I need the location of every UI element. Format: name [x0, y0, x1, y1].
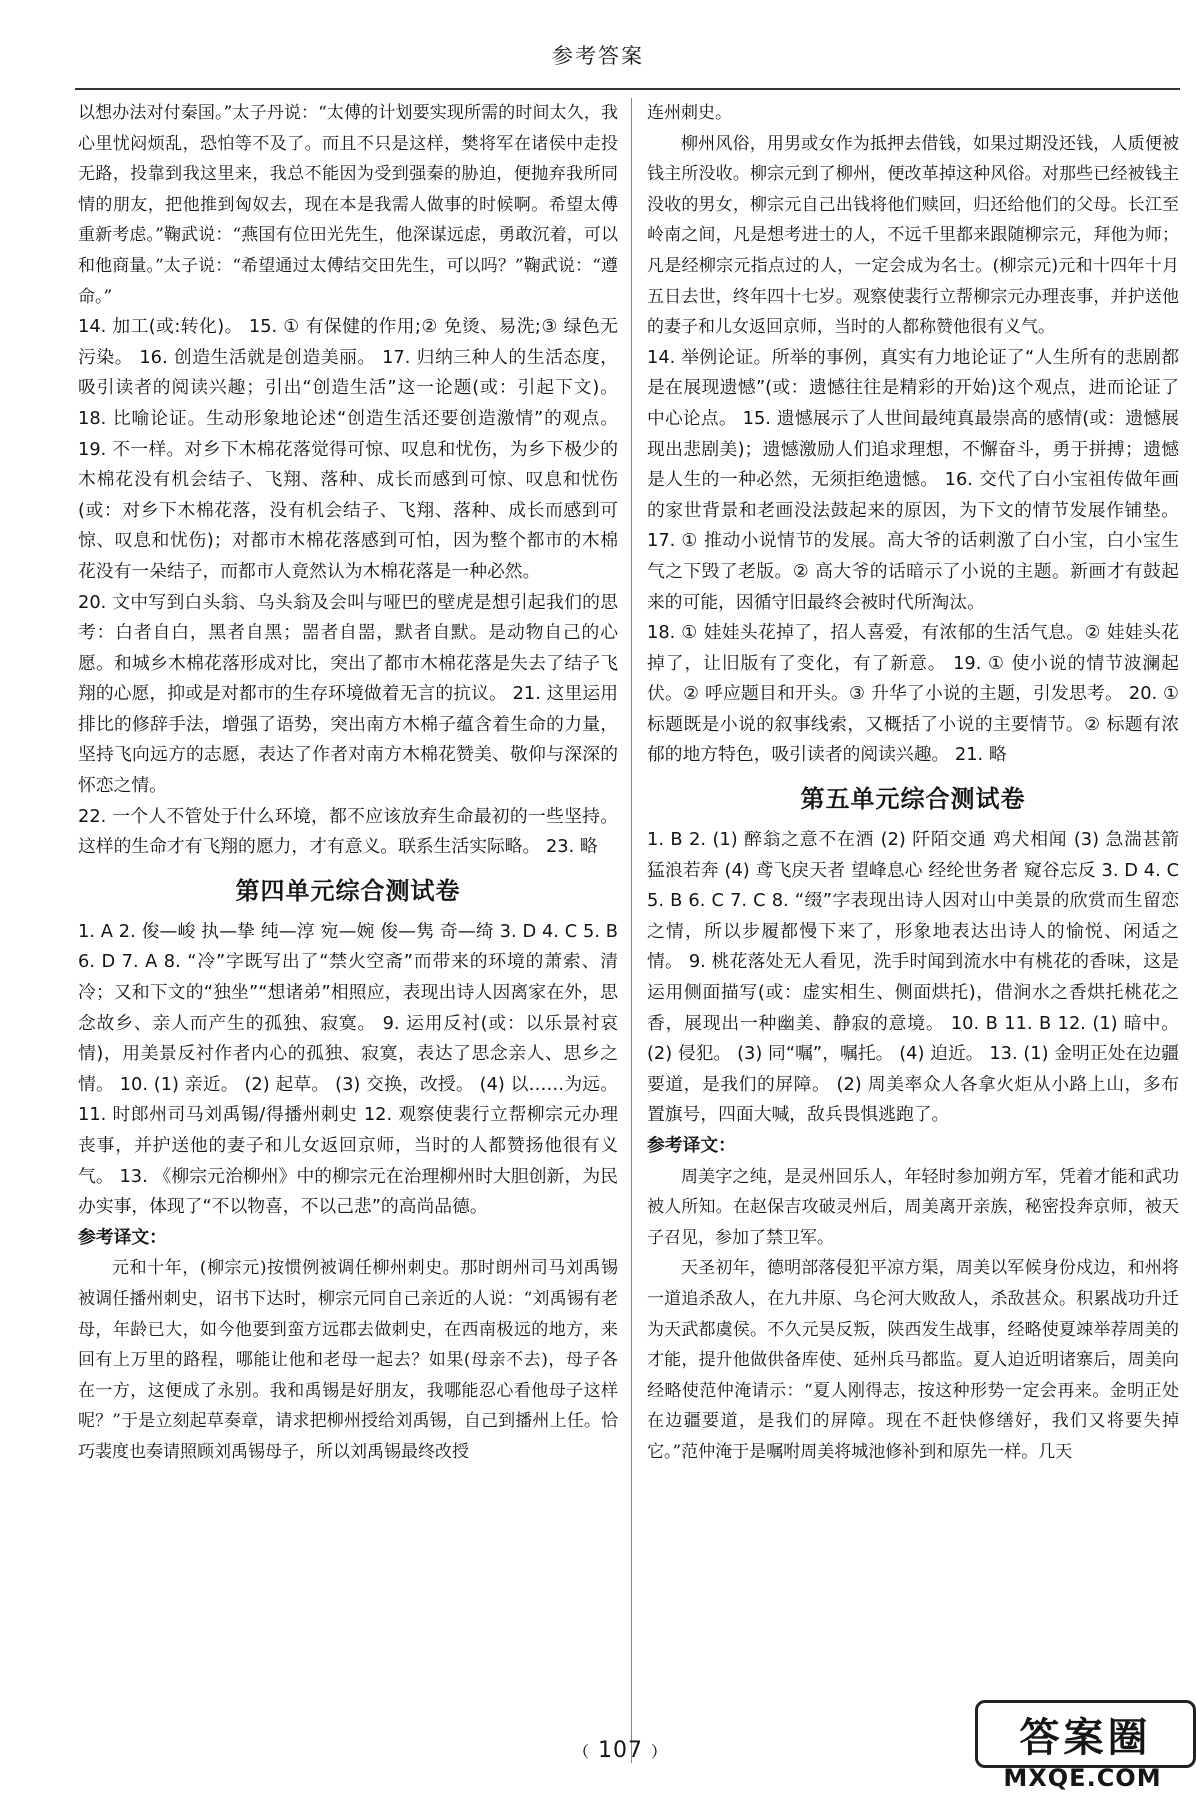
- section-title-unit4: 第四单元综合测试卷: [235, 876, 461, 905]
- answer-paragraph: 20. 文中写到白头翁、乌头翁及会叫与哑巴的壁虎是想引起我们的思考：白者自白，黑者自黑；噐者自噐，默者自默。是动物自己的心愿。和城乡木棉花落形成对比，突出了都市木棉花落是失去了结子飞翔的心愿，抑或是对都市的生存环境做着无言的抗议。 21. 这里运用排比的修辞手法，增强了语势，突出南方木棉子蕴含着生命的力量，坚持飞向远方的志愿，表达了作者对南方木棉花赞美、敬仰与深深的怀恋之情。: [78, 591, 618, 797]
- left-column: [78, 98, 618, 1468]
- column-divider: [631, 98, 632, 1763]
- header-divider: [75, 88, 1180, 90]
- section-title-unit5: 第五单元综合测试卷: [800, 785, 1026, 814]
- watermark: [975, 1700, 1190, 1795]
- translation-continuation: 以想办法对付秦国。”太子丹说：“太傅的计划要实现所需的时间太久，我心里忧闷烦乱，恐怕等不及了。而且不只是这样，樊将军在诸侯中走投无路，投靠到我这里来，我总不能因为受到强秦的胁迫，便抛弃我所同情的朋友，把他推到匈奴去，现在本是我需人做事的时候啊。希望太傅重新考虑。”鞠武说：“燕国有位田光先生，他深谋远虑，勇敢沉着，可以和他商量。”太子说：“希望通过太傅结交田先生，可以吗？”鞠武说：“遵命。”: [78, 103, 618, 307]
- answer-paragraph: 1. B 2. (1) 醉翁之意不在酒 (2) 阡陌交通 鸡犬相闻 (3) 急湍甚箭 猛浪若奔 (4) 鸢飞戾天者 望峰息心 经纶世务者 窥谷忘反 3. D 4. C 5. B 6. C 7. C 8. “缀”字表现出诗人因对山中美景的欣赏而生留恋之情，所以步履都慢下来了，形象地表达出诗人的愉悦、闲适之情。 9. 桃花落处无人看见，洗手时闻到流水中有桃花的香味，这是运用侧面描写(或：虚实相生、侧面烘托)，借涧水之香烘托桃花之香，展现出一种幽美、静寂的意境。 10. B 11. B 12. (1) 暗中。 (2) 侵犯。 (3) 同“嘱”，嘱托。 (4) 迫近。 13. (1) 金明正处在边疆要道，是我们的屏障。 (2) 周美率众人各拿火炬从小路上山，多布置旗号，四面大喊，敌兵畏惧逃跑了。: [647, 829, 1179, 1126]
- translation-paragraph: 元和十年，(柳宗元)按惯例被调任柳州刺史。那时朗州司马刘禹锡被调任播州刺史，诏书下达时，柳宗元同自己亲近的人说：“刘禹锡有老母，年龄已大，如今他要到蛮方远郡去做刺史，在西南极远的地方，来回有上万里的路程，哪能让他和老母一起去？如果(母亲不去)，母子各在一方，这便成了永别。我和禹锡是好朋友，我哪能忍心看他母子这样呢？”于是立刻起草奏章，请求把柳州授给刘禹锡，自己到播州上任。恰巧裴度也奏请照顾刘禹锡母子，所以刘禹锡最终改授: [78, 1258, 618, 1462]
- answer-paragraph: 1. A 2. 俊—峻 执—挚 纯—淳 宛—婉 俊—隽 奇—绮 3. D 4. C 5. B 6. D 7. A 8. “冷”字既写出了“禁火空斋”而带来的环境的萧索、清冷；又和下文的“独坐”“想诸弟”相照应，表现出诗人因离家在外，思念故乡、亲人而产生的孤独、寂寞。 9. 运用反衬(或：以乐景衬哀情)，用美景反衬作者内心的孤独、寂寞，表达了思念亲人、思乡之情。 10. (1) 亲近。 (2) 起草。 (3) 交换，改授。 (4) 以……为远。 11. 时郎州司马刘禹锡/得播州刺史 12. 观察使裴行立帮柳宗元办理丧事，并护送他的妻子和儿女返回京师，当时的人都赞扬他很有义气。 13. 《柳宗元治柳州》中的柳宗元在治理柳州时大胆创新，为民办实事，体现了“不以物喜，不以己悲”的高尚品德。: [78, 920, 618, 1218]
- right-column: [647, 98, 1179, 1468]
- watermark-url: MXQE.COM: [1003, 1764, 1162, 1792]
- reference-translation-label: 参考译文：: [647, 1135, 736, 1156]
- reference-translation-label: 参考译文：: [78, 1226, 167, 1248]
- translation-paragraph: 柳州风俗，用男或女作为抵押去借钱，如果过期没还钱，人质便被钱主所没收。柳宗元到了柳州，便改革掉这种风俗。对那些已经被钱主没收的男女，柳宗元自己出钱将他们赎回，归还给他们的父母。长江至岭南之间，凡是想考进士的人，不远千里都来跟随柳宗元，拜他为师；凡是经柳宗元指点过的人，一定会成为名士。(柳宗元)元和十四年十月五日去世，终年四十七岁。观察使裴行立帮柳宗元办理丧事，并护送他的妻子和儿女返回京师，当时的人都称赞他很有义气。: [647, 133, 1179, 338]
- answer-paragraph: 14. 加工(或:转化)。 15. ① 有保健的作用;② 免烫、易洗;③ 绿色无污染。 16. 创造生活就是创造美丽。 17. 归纳三种人的生活态度，吸引读者的阅读兴趣；引出“创造生活”这一论题(或：引起下文)。 18. 比喻论证。生动形象地论述“创造生活还要创造激情”的观点。 19. 不一样。对乡下木棉花落觉得可惊、叹息和忧伤，为乡下极少的木棉花没有机会结子、飞翔、落种、成长而感到可惊、叹息和忧伤(或：对乡下木棉花落，没有机会结子、飞翔、落种、成长而感到可惊、叹息和忧伤)；对都市木棉花落感到可怕，因为整个都市的木棉花没有一朵结子，而都市人竟然认为木棉花落是一种必然。: [78, 316, 618, 582]
- page-header-title: 参考答案: [552, 44, 644, 68]
- page-number-left-brace: ﹙: [575, 1738, 599, 1763]
- answer-paragraph: 18. ① 娃娃头花掉了，招人喜爱，有浓郁的生活气息。② 娃娃头花掉了，让旧版有了变化，有了新意。 19. ① 使小说的情节波澜起伏。② 呼应题目和开头。③ 升华了小说的主题，引发思考。 20. ① 标题既是小说的叙事线索，又概括了小说的主要情节。② 标题有浓郁的地方特色，吸引读者的阅读兴趣。 21. 略: [647, 622, 1179, 766]
- page-number: [575, 1733, 666, 1764]
- translation-paragraph: 连州刺史。: [647, 103, 732, 123]
- watermark-logo: 答案圈: [975, 1700, 1196, 1768]
- translation-paragraph: 周美字之纯，是灵州回乐人，年轻时参加朔方军，凭着才能和武功被人所知。在赵保吉攻破灵州后，周美离开亲族，秘密投奔京师，被天子召见，参加了禁卫军。: [647, 1166, 1179, 1248]
- translation-paragraph: 天圣初年，德明部落侵犯平凉方渠，周美以军候身份戍边，和州将一道追杀敌人，在九井原、乌仑河大败敌人，杀敌甚众。积累战功升迁为天武都虞侯。不久元昊反叛，陕西发生战事，经略使夏竦举荐周美的才能，提升他做供备库使、延州兵马都监。夏人迫近明诸寨后，周美向经略使范仲淹请示：“夏人刚得志，按这种形势一定会再来。金明正处在边疆要道，是我们的屏障。现在不赶快修缮好，我们又将要失掉它。”范仲淹于是嘱咐周美将城池修补到和原先一样。几天: [647, 1258, 1179, 1462]
- page-number-right-brace: ﹚: [643, 1738, 667, 1763]
- answer-paragraph: 14. 举例论证。所举的事例，真实有力地论证了“人生所有的悲剧都是在展现遗憾”(或：遗憾往往是精彩的开始)这个观点，进而论证了中心论点。 15. 遗憾展示了人世间最纯真最崇高的感情(或：遗憾展现出悲剧美)；遗憾激励人们追求理想，不懈奋斗，勇于拼搏；遗憾是人生的一种必然，无须拒绝遗憾。 16. 交代了白小宝祖传做年画的家世背景和老画没法鼓起来的原因，为下文的情节发展作铺垫。 17. ① 推动小说情节的发展。高大爷的话刺激了白小宝，白小宝生气之下毁了老版。② 高大爷的话暗示了小说的主题。新画才有鼓起来的可能，因循守旧最终会被时代所淘汰。: [647, 346, 1179, 613]
- answer-paragraph: 22. 一个人不管处于什么环境，都不应该放弃生命最初的一些坚持。这样的生命才有飞翔的愿力，才有意义。联系生活实际略。 23. 略: [78, 805, 618, 858]
- page-number-value: 107: [598, 1738, 644, 1763]
